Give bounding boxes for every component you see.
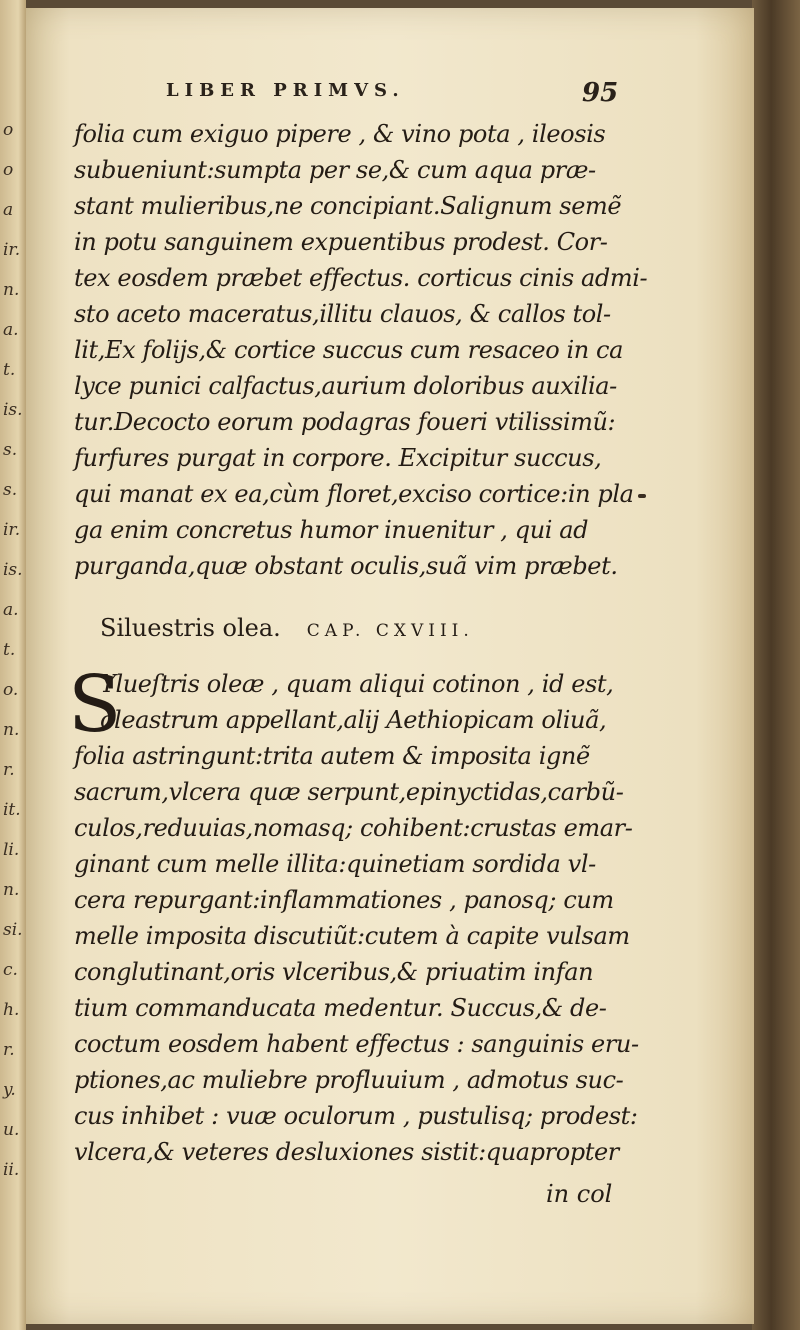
text-line: oleastrum appellant,alij Aethiopicam oliuã,	[100, 706, 607, 734]
facing-page-glyph: n.	[3, 720, 20, 740]
text-line: coctum eosdem habent effectus : sanguinis eru-	[74, 1030, 639, 1058]
text-line: stant mulieribus,ne concipiant.Salignum semẽ	[74, 192, 622, 220]
text-line: subueniunt:sumpta per se,& cum aqua præ-	[74, 156, 596, 184]
text-line: vlcera,& veteres desluxiones sistit:quapropter	[74, 1138, 619, 1166]
facing-page-glyph: t.	[3, 360, 16, 380]
text-line: Ylueſtris oleæ , quam aliqui cotinon , id est,	[100, 670, 614, 698]
facing-page-glyph: c.	[3, 960, 18, 980]
text-line: furfures purgat in corpore. Excipitur succus,	[74, 444, 602, 472]
text-line: tium commanducata medentur. Succus,& de-	[74, 994, 607, 1022]
facing-page-glyph: y.	[3, 1080, 16, 1100]
text-line: ptiones,ac muliebre profluuium , admotus suc-	[74, 1066, 624, 1094]
facing-page-glyph: r.	[3, 1040, 15, 1060]
facing-page-sliver	[0, 0, 26, 1330]
facing-page-glyph: n.	[3, 880, 20, 900]
facing-page-glyph: a.	[3, 320, 19, 340]
text-line: lyce punici calfactus,aurium doloribus auxilia-	[74, 372, 617, 400]
text-line: folia cum exiguo pipere , & vino pota , ileosis	[74, 120, 606, 148]
facing-page-glyph: o	[3, 120, 14, 140]
facing-page-glyph: si.	[3, 920, 23, 940]
facing-page-glyph: s.	[3, 440, 18, 460]
text-line: tex eosdem præbet effectus. corticus cinis admi-	[74, 264, 648, 292]
text-line: purganda,quæ obstant oculis,suã vim præbet.	[74, 552, 618, 580]
text-line: lit,Ex folijs,& cortice succus cum resaceo in ca	[74, 336, 624, 364]
text-line: in potu sanguinem expuentibus prodest. Cor-	[74, 228, 608, 256]
facing-page-glyph: ir.	[3, 240, 21, 260]
facing-page-glyph: n.	[3, 280, 20, 300]
facing-page-glyph: ir.	[3, 520, 21, 540]
facing-page-glyph: r.	[3, 760, 15, 780]
facing-page-glyph: is.	[3, 400, 23, 420]
facing-page-glyph: ii.	[3, 1160, 20, 1180]
text-line: culos,reduuias,nomasq; cohibent:crustas emar-	[74, 814, 633, 842]
chapter-label: CAP. CXVIII.	[306, 621, 474, 641]
text-line: melle imposita discutiũt:cutem à capite vulsam	[74, 922, 630, 950]
facing-page-glyph: h.	[3, 1000, 20, 1020]
text-line: ga enim concretus humor inuenitur , qui ad	[74, 516, 589, 544]
drop-cap-initial: S	[68, 660, 122, 750]
text-line: cus inhibet : vuæ oculorum , pustulisq; prodest:	[74, 1102, 638, 1130]
chapter-title: Siluestris olea.	[100, 614, 281, 642]
facing-page-glyph: t.	[3, 640, 16, 660]
facing-page-glyph: s.	[3, 480, 18, 500]
facing-page-glyph: o	[3, 160, 14, 180]
running-head: LIBER PRIMVS.	[166, 80, 405, 101]
margin-mark	[638, 494, 646, 498]
facing-page-glyph: u.	[3, 1120, 20, 1140]
chapter-heading	[100, 608, 620, 648]
facing-page-glyph: o.	[3, 680, 19, 700]
catchword: in col	[546, 1180, 613, 1208]
text-line: tur.Decocto eorum podagras foueri vtilissimũ:	[74, 408, 616, 436]
text-line: conglutinant,oris vlceribus,& priuatim infan	[74, 958, 594, 986]
facing-page-glyph: a	[3, 200, 14, 220]
text-line: qui manat ex ea,cùm floret,exciso cortice:in pla	[74, 480, 634, 508]
page-number: 95	[582, 78, 619, 108]
facing-page-glyph: is.	[3, 560, 23, 580]
text-line: cera repurgant:inflammationes , panosq; cum	[74, 886, 614, 914]
facing-page-glyph: a.	[3, 600, 19, 620]
text-line: sacrum,vlcera quæ serpunt,epinyctidas,carbũ-	[74, 778, 624, 806]
facing-page-glyph: it.	[3, 800, 21, 820]
facing-page-glyph: li.	[3, 840, 20, 860]
book-edge	[752, 0, 800, 1330]
book-page	[26, 8, 754, 1324]
text-line: folia astringunt:trita autem & imposita ignẽ	[74, 742, 590, 770]
text-line: ginant cum melle illita:quinetiam sordida vl-	[74, 850, 596, 878]
text-line: sto aceto maceratus,illitu clauos, & callos tol-	[74, 300, 611, 328]
